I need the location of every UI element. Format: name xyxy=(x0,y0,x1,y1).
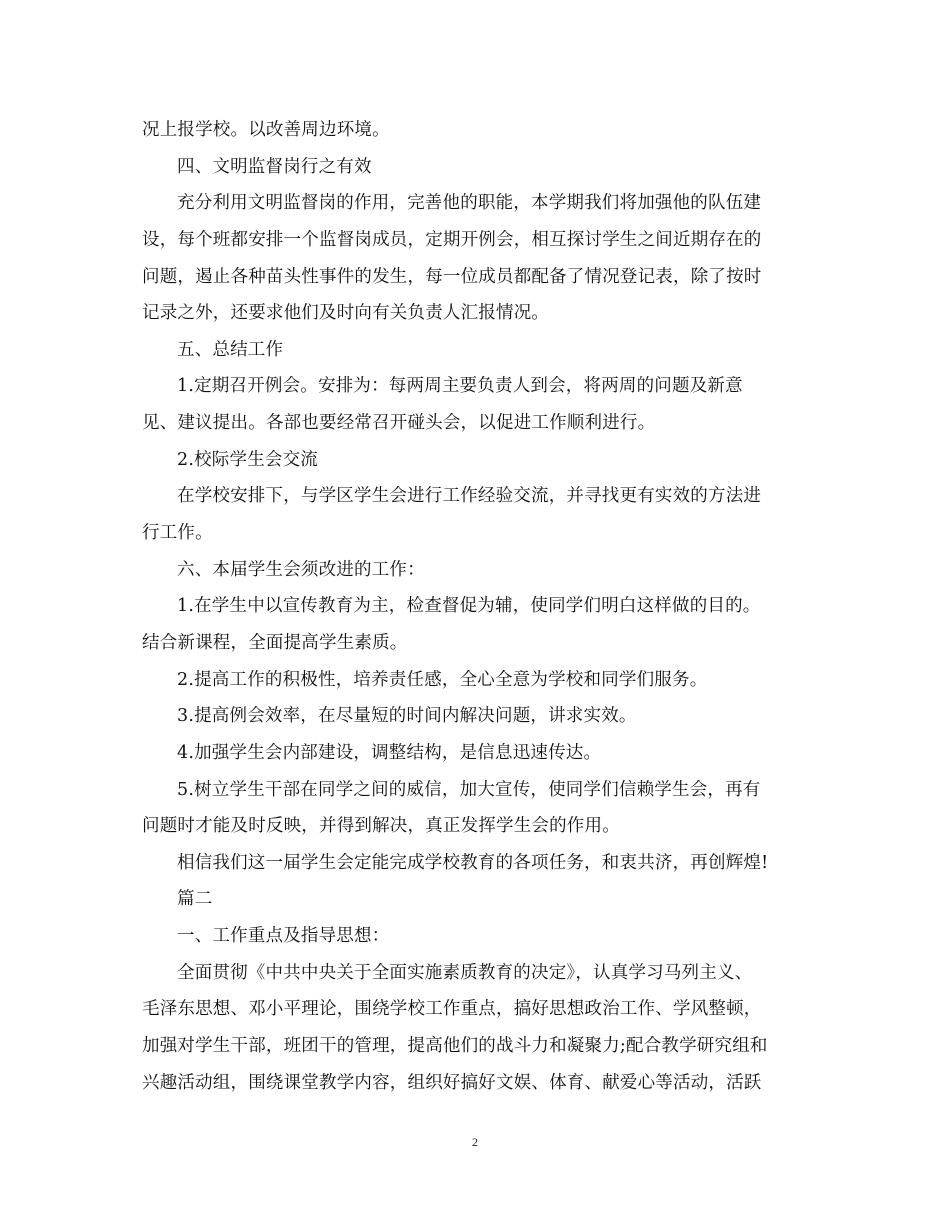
text-line: 全面贯彻《中共中央关于全面实施素质教育的决定》，认真学习马列主义、 xyxy=(177,962,753,983)
text-line: 五、总结工作 xyxy=(177,339,284,360)
text-line: 兴趣活动组，围绕课堂教学内容，组织好搞好文娱、体育、献爱心等活动，活跃 xyxy=(142,1072,762,1093)
text-line: 毛泽东思想、邓小平理论，围绕学校工作重点，搞好思想政治工作、学风整顿， xyxy=(142,999,762,1020)
text-line: 在学校安排下，与学区学生会进行工作经验交流，并寻找更有实效的方法进 xyxy=(177,486,762,507)
text-line: 1.定期召开例会。安排为：每两周主要负责人到会，将两周的问题及新意 xyxy=(177,376,743,397)
text-line: 5.树立学生干部在同学之间的威信，加大宣传，使同学们信赖学生会，再有 xyxy=(177,779,761,800)
text-line: 况上报学校。以改善周边环境。 xyxy=(142,120,390,140)
text-line: 记录之外，还要求他们及时向有关负责人汇报情况。 xyxy=(142,303,550,324)
document-body xyxy=(142,112,807,1101)
text-line: 1.在学生中以宣传教育为主，检查督促为辅，使同学们明白这样做的目的。 xyxy=(177,596,761,617)
text-line: 相信我们这一届学生会定能完成学校教育的各项任务，和衷共济，再创辉煌! xyxy=(177,852,769,873)
text-line: 四、文明监督岗行之有效 xyxy=(177,156,372,177)
text-line: 篇二 xyxy=(177,889,213,910)
page-number: 2 xyxy=(472,1135,478,1149)
text-line: 充分利用文明监督岗的作用，完善他的职能，本学期我们将加强他的队伍建 xyxy=(177,193,762,214)
text-line: 行工作。 xyxy=(142,523,213,544)
text-line: 2.校际学生会交流 xyxy=(177,449,318,470)
text-line: 3.提高例会效率，在尽量短的时间内解决问题，讲求实效。 xyxy=(177,706,637,727)
text-line: 六、本届学生会须改进的工作： xyxy=(177,559,425,580)
text-line: 问题时才能及时反映，并得到解决，真正发挥学生会的作用。 xyxy=(142,816,620,837)
text-line: 4.加强学生会内部建设，调整结构，是信息迅速传达。 xyxy=(177,742,602,763)
text-line: 加强对学生干部，班团干的管理，提高他们的战斗力和凝聚力;配合教学研究组和 xyxy=(142,1036,768,1057)
text-line: 问题，遏止各种苗头性事件的发生，每一位成员都配备了情况登记表，除了按时 xyxy=(142,266,762,287)
text-line: 2.提高工作的积极性，培养责任感，全心全意为学校和同学们服务。 xyxy=(177,669,708,690)
text-line: 设，每个班都安排一个监督岗成员，定期开例会，相互探讨学生之间近期存在的 xyxy=(142,229,762,250)
text-line: 见、建议提出。各部也要经常召开碰头会，以促进工作顺利进行。 xyxy=(142,413,656,434)
text-line: 一、工作重点及指导思想： xyxy=(177,926,390,947)
text-line: 结合新课程，全面提高学生素质。 xyxy=(142,632,408,653)
